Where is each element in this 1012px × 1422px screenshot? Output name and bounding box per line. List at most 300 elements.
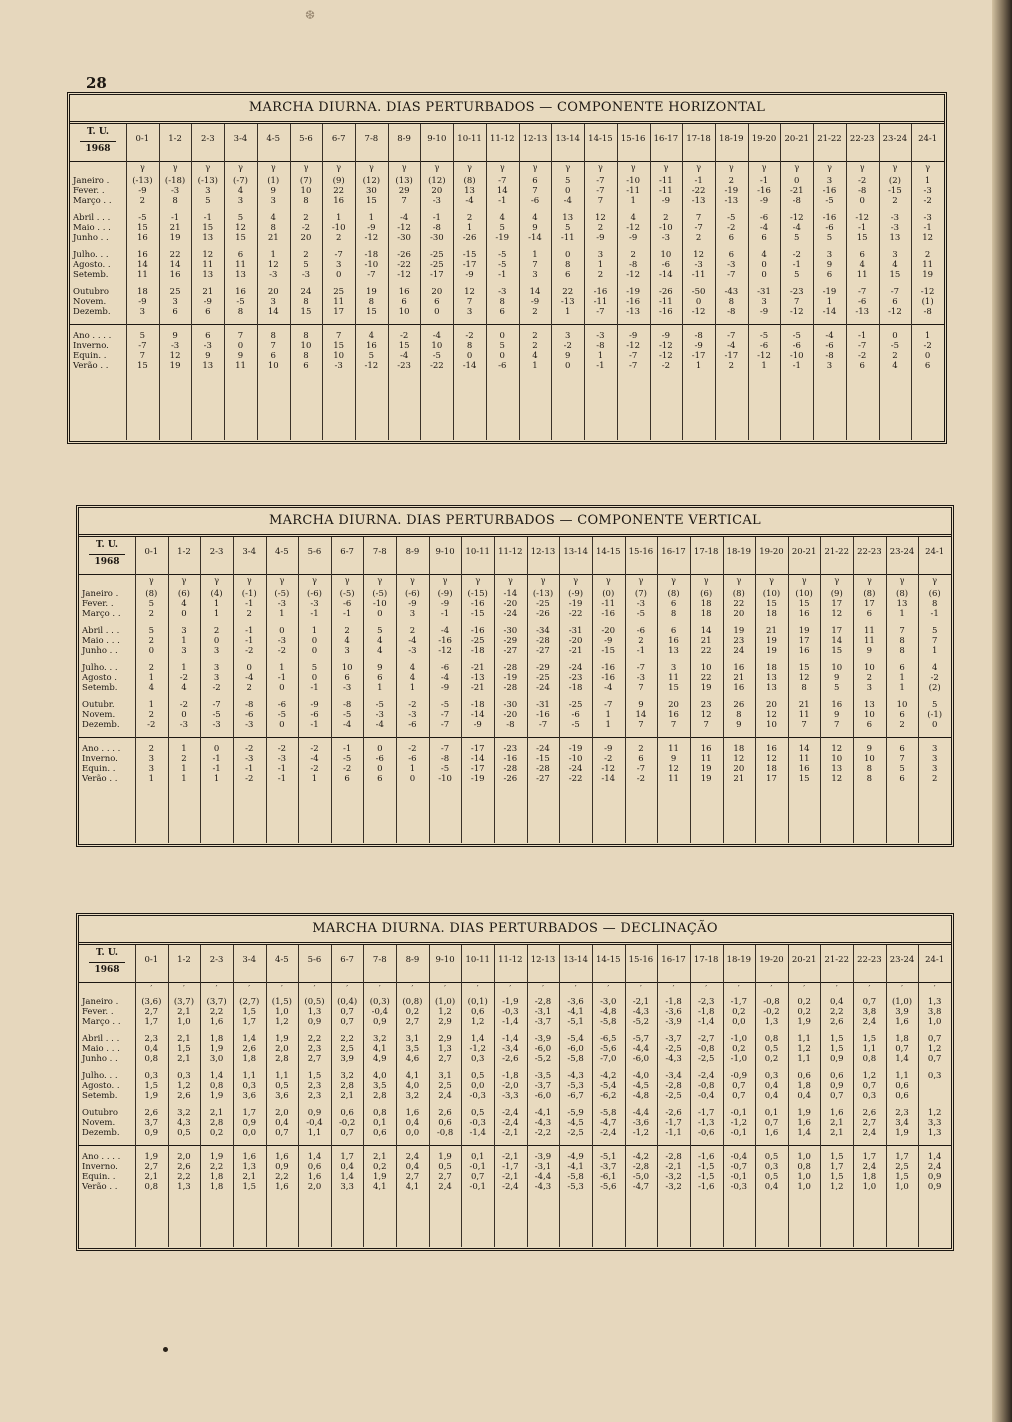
table-cell: -4	[825, 331, 834, 341]
table-cell: -12	[364, 361, 379, 371]
table-cell: -6	[498, 361, 507, 371]
table-cell: 1	[368, 213, 375, 223]
column-rule	[126, 124, 127, 440]
table-cell: -12	[601, 764, 616, 774]
table-cell: (-5)	[339, 589, 355, 599]
column-rule	[233, 945, 234, 1247]
table-cell: 1	[148, 673, 155, 683]
table-cell: -7	[596, 307, 605, 317]
table-cell: 15	[668, 683, 679, 693]
column-header: 4-5	[275, 955, 289, 965]
table-cell: (3,7)	[173, 997, 195, 1007]
table-cell: 15	[798, 663, 810, 673]
table-cell: 0,4	[405, 1162, 420, 1172]
row-label: Setemb.	[82, 683, 118, 693]
column-header: 24-1	[918, 134, 938, 144]
table-cell: -12	[920, 287, 935, 297]
table-cell: -3	[170, 186, 180, 196]
column-header: 12-13	[522, 134, 548, 144]
row-label: Outubr.	[82, 700, 115, 710]
page-number: 28	[86, 74, 107, 92]
column-rule	[200, 945, 201, 1247]
table-cell: (10)	[795, 589, 813, 599]
table-cell: 1,0	[927, 1017, 942, 1027]
table-cell: 17	[863, 599, 875, 609]
table-cell: 16	[798, 646, 810, 656]
row-label: Novem.	[73, 297, 107, 307]
table-cell: (8)	[863, 589, 876, 599]
table-cell: 2,8	[209, 1118, 224, 1128]
table-cell: -1,0	[730, 1054, 748, 1064]
table-cell: 18	[766, 764, 777, 774]
table-cell: -12	[757, 351, 771, 361]
unit-symbol: γ	[475, 576, 481, 585]
column-rule	[257, 124, 258, 440]
table-cell: 0,3	[764, 1162, 779, 1172]
table-cell: -9	[629, 233, 638, 243]
table-cell: -9	[440, 683, 450, 693]
table-cell: -14	[503, 589, 518, 599]
table-cell: 0	[565, 250, 571, 260]
table-cell: 0,7	[340, 1017, 354, 1027]
table-cell: 16	[136, 250, 148, 260]
table-cell: 6	[866, 609, 873, 619]
table-cell: 0	[859, 196, 865, 206]
table-cell: 1,5	[862, 1034, 877, 1044]
table-cell: -4	[759, 223, 769, 233]
table-cell: -9	[694, 341, 703, 351]
table-cell: 29	[398, 186, 410, 196]
table-cell: 15	[235, 233, 246, 243]
column-rule	[191, 124, 192, 440]
table-cell: 2	[630, 250, 636, 260]
table-cell: 2,1	[829, 1128, 844, 1138]
column-header: 0-1	[144, 955, 159, 965]
column-header: 13-14	[555, 134, 580, 144]
table-cell: 0	[237, 341, 244, 351]
table-cell: 0,9	[307, 1108, 322, 1118]
table-cell: 12	[202, 250, 214, 260]
table-cell: -6,0	[567, 1044, 584, 1054]
table-cell: -8	[440, 754, 450, 764]
column-header: 24-1	[925, 955, 945, 965]
table-cell: 2	[899, 720, 905, 730]
table-cell: 1	[605, 720, 611, 730]
column-rule	[355, 124, 356, 440]
row-label: Agosto. .	[82, 1081, 120, 1091]
table-cell: 12	[798, 673, 810, 683]
table-cell: 3	[335, 260, 342, 270]
table-cell: 7	[899, 626, 905, 636]
table-cell: -3	[269, 270, 278, 280]
table-cell: 2,7	[405, 1017, 420, 1027]
column-header: 17-18	[686, 134, 711, 144]
table-cell: -31	[757, 287, 771, 297]
table-cell: -2,4	[600, 1128, 617, 1138]
table-cell: 2,6	[829, 1017, 844, 1027]
table-cell: 5	[148, 626, 155, 636]
table-cell: -1	[923, 223, 932, 233]
table-cell: -5,1	[600, 1152, 617, 1162]
table-cell: -30	[397, 233, 411, 243]
table-cell: 4	[409, 673, 416, 683]
table-cell: 1,9	[373, 1172, 387, 1182]
row-label: Janeiro .	[82, 589, 119, 599]
unit-symbol: ′	[280, 984, 283, 993]
table-cell: -14	[659, 270, 673, 280]
column-header: 1-2	[168, 134, 182, 144]
ink-mark: ❆	[305, 8, 316, 22]
table-cell: 17	[831, 626, 843, 636]
table-cell: 22	[169, 250, 181, 260]
column-rule	[886, 537, 887, 843]
column-rule	[266, 537, 267, 843]
column-header: 19-20	[751, 134, 777, 144]
table-cell: -21	[470, 683, 485, 693]
table-cell: 1,5	[829, 1172, 844, 1182]
table-cell: -2	[343, 764, 352, 774]
table-cell: -16	[822, 186, 837, 196]
table-cell: 14	[831, 636, 843, 646]
table-cell: 1	[335, 213, 342, 223]
table-cell: -16	[536, 710, 550, 720]
table-cell: 6	[670, 626, 677, 636]
table-cell: -6	[636, 626, 646, 636]
table-cell: 1	[181, 744, 187, 754]
table-cell: 13	[766, 673, 777, 683]
unit-symbol: γ	[769, 576, 774, 585]
table-cell: (-13)	[132, 176, 153, 186]
table-cell: -3,7	[534, 1081, 552, 1091]
column-header: 18-19	[719, 134, 744, 144]
table-cell: 0,9	[829, 1081, 844, 1091]
column-rule	[879, 124, 880, 440]
column-header: 16-17	[661, 547, 686, 557]
table-cell: 1,6	[307, 1172, 322, 1182]
table-cell: -22	[568, 774, 583, 784]
table-cell: -5	[890, 341, 900, 351]
unit-symbol: γ	[761, 163, 767, 172]
table-cell: 0,4	[764, 1182, 779, 1192]
unit-symbol: γ	[703, 576, 709, 585]
table-cell: -26	[536, 609, 550, 619]
column-header: 21-22	[824, 955, 849, 965]
column-rule	[584, 124, 585, 440]
column-header: 20-21	[791, 547, 817, 557]
table-cell: 17	[766, 774, 777, 784]
table-cell: 0,2	[764, 1054, 779, 1064]
row-label: Janeiro .	[73, 176, 110, 186]
table-cell: -14	[470, 710, 485, 720]
table-cell: 21	[700, 636, 712, 646]
column-header: 7-8	[372, 955, 387, 965]
table-cell: -2,2	[534, 1128, 552, 1138]
table-cell: -28	[503, 683, 518, 693]
column-rule	[298, 945, 299, 1247]
table-cell: 2,5	[438, 1081, 452, 1091]
column-header: 18-19	[726, 955, 752, 965]
table-cell: -1	[930, 609, 939, 619]
table-cell: 16	[766, 744, 777, 754]
table-cell: 2,1	[177, 1007, 191, 1017]
table-cell: -1,6	[697, 1152, 715, 1162]
table-cell: -22	[397, 260, 411, 270]
table-cell: 19	[700, 683, 712, 693]
table-cell: (2)	[928, 683, 941, 693]
table-cell: -12	[626, 223, 640, 233]
table-cell: 1,0	[895, 1182, 909, 1192]
table-cell: (0,4)	[337, 997, 358, 1007]
table-cell: 0,1	[764, 1108, 779, 1118]
table-cell: 0	[279, 720, 285, 730]
column-header: 15-16	[628, 547, 654, 557]
table-cell: -1	[277, 764, 286, 774]
table-cell: 1,0	[797, 1152, 811, 1162]
table-cell: 3	[409, 609, 416, 619]
table-cell: -3	[245, 720, 254, 730]
table-cell: -0,4	[730, 1152, 748, 1162]
table-cell: 0	[409, 774, 416, 784]
table-cell: 12	[831, 774, 843, 784]
table-cell: -6	[825, 341, 834, 351]
table-cell: 4	[181, 599, 187, 609]
table-cell: 15	[365, 307, 377, 317]
table-cell: 0,9	[829, 1054, 844, 1064]
table-cell: 5	[237, 213, 244, 223]
table-cell: -2	[245, 646, 254, 656]
table-cell: -3	[408, 646, 417, 656]
table-cell: 9	[866, 646, 873, 656]
table-cell: 8	[270, 331, 276, 341]
table-cell: (-9)	[568, 589, 584, 599]
table-cell: 2,6	[177, 1162, 191, 1172]
table-cell: 4,0	[405, 1081, 420, 1091]
table-cell: 2	[532, 307, 538, 317]
table-cell: -4,4	[632, 1108, 650, 1118]
unit-symbol: ′	[607, 984, 610, 993]
table-cell: 1,4	[340, 1172, 354, 1182]
table-cell: 8	[303, 297, 309, 307]
table-cell: -12	[888, 307, 902, 317]
table-cell: 2	[335, 233, 342, 243]
unit-symbol: γ	[303, 163, 309, 172]
table-cell: 3,9	[895, 1007, 909, 1017]
table-cell: 2,2	[829, 1007, 844, 1017]
table-cell: 19	[365, 287, 377, 297]
table-cell: -3,9	[534, 1152, 552, 1162]
table-cell: (8)	[896, 589, 909, 599]
table-cell: -5,8	[567, 1172, 584, 1182]
table-cell: -18	[568, 683, 583, 693]
table-cell: 2	[638, 636, 644, 646]
table-cell: -3,1	[534, 1162, 552, 1172]
table-cell: 3	[344, 646, 350, 656]
table-cell: 12	[831, 744, 843, 754]
table-cell: 1,5	[242, 1007, 256, 1017]
column-header: 2-3	[209, 547, 224, 557]
table-cell: -5	[277, 710, 286, 720]
table-cell: 0	[311, 673, 318, 683]
table-cell: 11	[136, 270, 148, 280]
table-cell: 0,6	[895, 1091, 909, 1101]
table-cell: -2	[245, 774, 254, 784]
table-cell: 6	[728, 233, 735, 243]
table-cell: 3	[597, 250, 604, 260]
table-cell: -6	[343, 599, 352, 609]
table-cell: (1,0)	[891, 997, 913, 1007]
table-cell: -3	[923, 213, 932, 223]
table-cell: 3	[532, 270, 538, 280]
column-header: 19-20	[759, 547, 784, 557]
table-cell: 0,6	[373, 1128, 387, 1138]
table-cell: 13	[668, 646, 679, 656]
unit-symbol: ′	[574, 984, 577, 993]
unit-symbol: γ	[598, 163, 603, 172]
column-rule	[559, 945, 560, 1247]
table-cell: 3,3	[340, 1182, 354, 1192]
table-cell: 13	[202, 361, 214, 371]
row-label: Julho. . .	[82, 663, 118, 673]
table-cell: 6	[205, 331, 211, 341]
table-cell: -11	[691, 270, 706, 280]
table-cell: 10	[431, 341, 443, 351]
table-cell: 14	[635, 710, 647, 720]
table-cell: 1	[695, 361, 702, 371]
column-header: 22-23	[857, 547, 882, 557]
table-cell: 2,6	[177, 1091, 191, 1101]
table-cell: 11	[863, 626, 875, 636]
table-cell: -2	[179, 673, 189, 683]
table-cell: -4	[792, 223, 801, 233]
unit-symbol: γ	[736, 576, 742, 585]
table-cell: -1,2	[469, 1044, 486, 1054]
table-cell: 11	[922, 260, 934, 270]
table-cell: 5	[205, 196, 211, 206]
table-cell: (4)	[210, 589, 223, 599]
table-cell: 4	[148, 683, 155, 693]
table-cell: (2)	[888, 176, 901, 186]
table-cell: -4	[727, 341, 736, 351]
table-cell: 6	[237, 250, 244, 260]
unit-symbol: γ	[205, 163, 211, 172]
column-rule	[551, 124, 552, 440]
table-cell: -3	[694, 260, 703, 270]
table-cell: 2	[924, 250, 931, 260]
table-cell: (2,7)	[239, 997, 260, 1007]
table-cell: 3,1	[405, 1034, 420, 1044]
column-header: 8-9	[405, 955, 420, 965]
column-header: 16-17	[661, 955, 686, 965]
table-cell: 18	[136, 287, 148, 297]
table-cell: 0,9	[275, 1162, 289, 1172]
table-cell: -4,7	[632, 1182, 650, 1192]
table-cell: (-5)	[372, 589, 388, 599]
table-cell: 1,2	[797, 1044, 811, 1054]
table-cell: 4	[344, 636, 350, 646]
unit-symbol: ′	[705, 984, 708, 993]
table-cell: 1	[899, 673, 905, 683]
table-cell: -2	[858, 176, 867, 186]
table-cell: 3,3	[927, 1118, 942, 1128]
table-cell: -0,2	[763, 1007, 780, 1017]
table-cell: -3	[375, 710, 384, 720]
table-cell: (7)	[299, 176, 312, 186]
table-cell: 7	[834, 720, 840, 730]
table-cell: 1	[279, 663, 285, 673]
table-cell: -1,1	[665, 1128, 682, 1138]
table-cell: 5	[931, 700, 938, 710]
table-cell: -0,4	[306, 1118, 323, 1128]
column-rule	[224, 124, 225, 440]
table-cell: 4,1	[373, 1044, 387, 1054]
table-cell: 4	[181, 683, 187, 693]
table-cell: -3	[498, 287, 507, 297]
table-cell: -9	[661, 331, 671, 341]
table-cell: 12	[668, 764, 679, 774]
table-cell: -5	[440, 764, 450, 774]
table-cell: 2	[663, 213, 669, 223]
table-cell: 11	[202, 260, 214, 270]
table-cell: -19	[568, 599, 583, 609]
unit-symbol: γ	[172, 163, 178, 172]
table-cell: 1,2	[927, 1108, 942, 1118]
table-cell: 3	[213, 673, 220, 683]
table-cell: -6	[245, 710, 254, 720]
table-cell: 8	[565, 260, 571, 270]
table-cell: -5	[825, 196, 834, 206]
table-cell: 7	[597, 196, 604, 206]
table-cell: 11	[700, 754, 712, 764]
table-cell: -31	[536, 700, 550, 710]
table-cell: 21	[202, 287, 214, 297]
row-label: Fever. .	[73, 186, 105, 196]
column-header: 15-16	[620, 134, 646, 144]
table-cell: 14	[798, 744, 810, 754]
table-cell: 0,2	[732, 1007, 746, 1017]
table-cell: 6	[270, 351, 276, 361]
column-rule	[625, 537, 626, 843]
table-cell: -8	[727, 307, 736, 317]
table-cell: 1	[761, 361, 767, 371]
table-cell: 5	[311, 663, 318, 673]
unit-symbol: ′	[183, 984, 185, 993]
table-cell: -10	[364, 260, 379, 270]
table-cell: 22	[333, 186, 345, 196]
table-cell: 6	[866, 720, 873, 730]
table-cell: 19	[700, 774, 712, 784]
table-cell: -25	[568, 700, 583, 710]
table-cell: 2,6	[862, 1108, 877, 1118]
unit-symbol: γ	[214, 576, 219, 585]
table-cell: -15	[888, 186, 902, 196]
table-cell: -5	[432, 351, 441, 361]
table-cell: 18	[733, 744, 745, 754]
row-label: Ano . . . .	[82, 744, 121, 754]
table-cell: -0,1	[730, 1172, 748, 1182]
table-cell: (1,5)	[271, 997, 292, 1007]
table-cell: 18	[700, 609, 712, 619]
table-cell: -11	[659, 176, 673, 186]
table-cell: -2	[310, 744, 319, 754]
table-cell: (3,6)	[141, 997, 162, 1007]
row-label: Dezemb.	[82, 720, 120, 730]
table-cell: 9	[205, 351, 211, 361]
table-cell: -1	[277, 774, 286, 784]
column-rule	[396, 945, 397, 1247]
table-cell: 7	[695, 213, 702, 223]
table-cell: 2	[213, 626, 220, 636]
unit-symbol: γ	[638, 576, 644, 585]
